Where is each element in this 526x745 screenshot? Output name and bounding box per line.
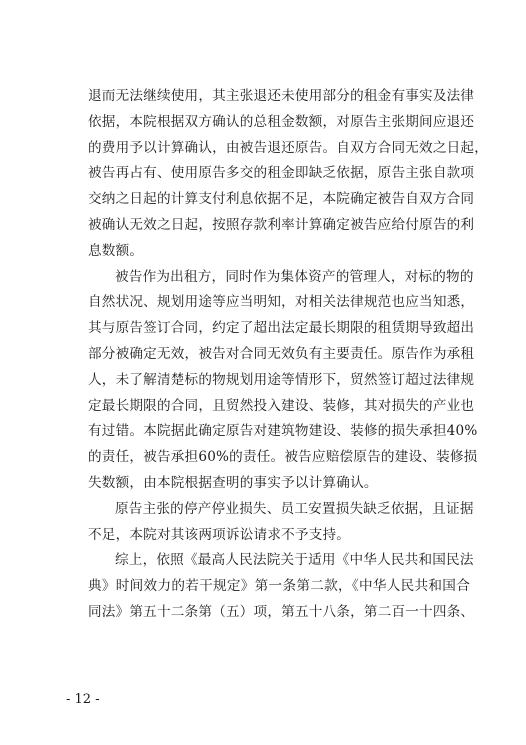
- text-line: 同法》第五十二条第（五）项，第五十八条，第二百一十四条、: [88, 603, 475, 620]
- text-line: 失数额，由本院根据查明的事实予以计算确认。: [88, 474, 378, 491]
- text-line: 交纳之日起的计算支付利息依据不足，本院确定被告自双方合同: [88, 191, 475, 208]
- page-number: - 12 -: [66, 692, 100, 707]
- text-line: 部分被确定无效，被告对合同无效负有主要责任。原告作为承租: [88, 345, 475, 362]
- text-line: 综上，依照《最高人民法院关于适用《中华人民共和国民法: [115, 552, 474, 569]
- text-line: 自然状况、规划用途等应当明知，对相关法律规范也应当知悉，: [88, 294, 475, 311]
- text-line: 退而无法继续使用，其主张退还未使用部分的租金有事实及法律: [88, 88, 475, 104]
- text-line: 依据，本院根据双方确认的总租金数额，对原告主张期间应退还: [88, 113, 475, 130]
- text-line: 定最长期限的合同，且贸然投入建设、装修，其对损失的产业也: [88, 397, 475, 414]
- text-line: 的费用予以计算确认，由被告退还原告。自双方合同无效之日起，: [88, 139, 489, 156]
- text-line: 人，未了解清楚标的物规划用途等情形下，贸然签订超过法律规: [88, 371, 475, 388]
- document-body: [88, 84, 489, 626]
- text-line: 其与原告签订合同，约定了超出法定最长期限的租赁期导致超出: [88, 320, 475, 337]
- text-line: 被告再占有、使用原告多交的租金即缺乏依据，原告主张自款项: [88, 165, 475, 182]
- text-line: 的责任，被告承担60%的责任。被告应赔偿原告的建设、装修损: [88, 449, 478, 466]
- text-line: 被确认无效之日起，按照存款利率计算确定被告应给付原告的利: [88, 216, 475, 233]
- text-line: 原告主张的停产停业损失、员工安置损失缺乏依据，且证据: [115, 500, 474, 517]
- text-line: 被告作为出租方，同时作为集体资产的管理人，对标的物的: [115, 268, 474, 285]
- text-line: 典》时间效力的若干规定》第一条第二款，《中华人民共和国合: [88, 578, 470, 595]
- text-line: 不足，本院对其该两项诉讼请求不予支持。: [88, 526, 351, 543]
- text-line: 息数额。: [88, 242, 144, 259]
- text-line: 有过错。本院据此确定原告对建筑物建设、装修的损失承担40%: [88, 423, 478, 440]
